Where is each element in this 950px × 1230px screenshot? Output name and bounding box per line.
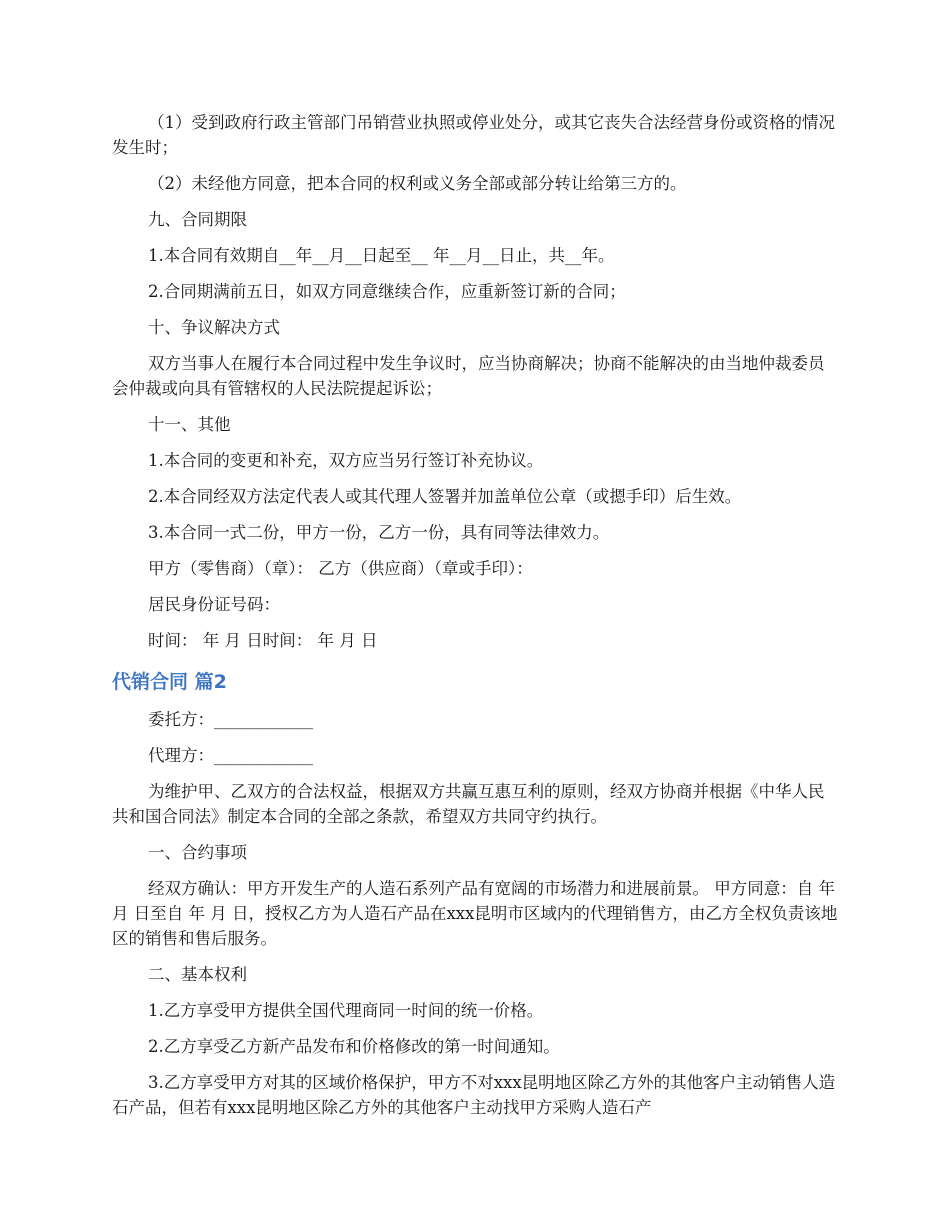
contract-section-2: [112, 707, 840, 1120]
clause-paragraph: 2.乙方享受乙方新产品发布和价格修改的第一时间通知。: [148, 1037, 560, 1056]
section-heading-rights: 二、基本权利: [148, 965, 247, 984]
clause-paragraph: 1.本合同有效期自__年__月__日起至__ 年__月__日止，共__年。: [148, 246, 615, 265]
agent-line: 代理方：____________: [148, 746, 313, 765]
section-heading-other: 十一、其他: [148, 415, 231, 434]
document-page: [112, 110, 840, 1131]
id-number-line: 居民身份证号码：: [148, 595, 280, 614]
clause-paragraph: 2.本合同经双方法定代表人或其代理人签署并加盖单位公章（或摁手印）后生效。: [148, 487, 742, 506]
clause-paragraph: （1）受到政府行政主管部门吊销营业执照或停业处分，或其它丧失合法经营身份或资格的情况发生时；: [112, 113, 835, 157]
signature-line: 甲方（零售商）（章）： 乙方（供应商）（章或手印）：: [148, 559, 533, 578]
preamble-paragraph: 为维护甲、乙双方的合法权益，根据双方共赢互惠互利的原则，经双方协商并根据《中华人民共和国合同法》制定本合同的全部之条款，希望双方共同守约执行。: [112, 782, 825, 826]
clause-paragraph: 双方当事人在履行本合同过程中发生争议时，应当协商解决；协商不能解决的由当地仲裁委员会仲裁或向具有管辖权的人民法院提起诉讼；: [112, 354, 825, 398]
section-heading-matters: 一、合约事项: [148, 843, 247, 862]
clause-paragraph: 3.乙方享受甲方对其的区域价格保护，甲方不对xxx昆明地区除乙方外的其他客户主动销售人造石产品，但若有xxx昆明地区除乙方外的其他客户主动找甲方采购人造石产: [112, 1073, 836, 1117]
clause-paragraph: 经双方确认：甲方开发生产的人造石系列产品有宽阔的市场潜力和进展前景。 甲方同意：自 年 月 日至自 年 月 日，授权乙方为人造石产品在xxx昆明市区域内的代理销售方，由乙方全权负责该地区的销售和售后服务。: [112, 879, 841, 948]
clause-paragraph: 2.合同期满前五日，如双方同意继续合作，应重新签订新的合同；: [148, 282, 626, 301]
contract-section-1: [112, 110, 840, 653]
article-heading: 代销合同 篇2: [112, 671, 227, 693]
clause-paragraph: 3.本合同一式二份，甲方一份，乙方一份，具有同等法律效力。: [148, 523, 610, 542]
date-line: 时间： 年 月 日时间： 年 月 日: [148, 631, 378, 650]
clause-paragraph: 1.乙方享受甲方提供全国代理商同一时间的统一价格。: [148, 1001, 544, 1020]
clause-paragraph: （2）未经他方同意，把本合同的权利或义务全部或部分转让给第三方的。: [148, 174, 687, 193]
section-heading-term: 九、合同期限: [148, 210, 247, 229]
clause-paragraph: 1.本合同的变更和补充，双方应当另行签订补充协议。: [148, 451, 544, 470]
principal-line: 委托方：____________: [148, 710, 313, 729]
section-heading-dispute: 十、争议解决方式: [148, 318, 280, 337]
